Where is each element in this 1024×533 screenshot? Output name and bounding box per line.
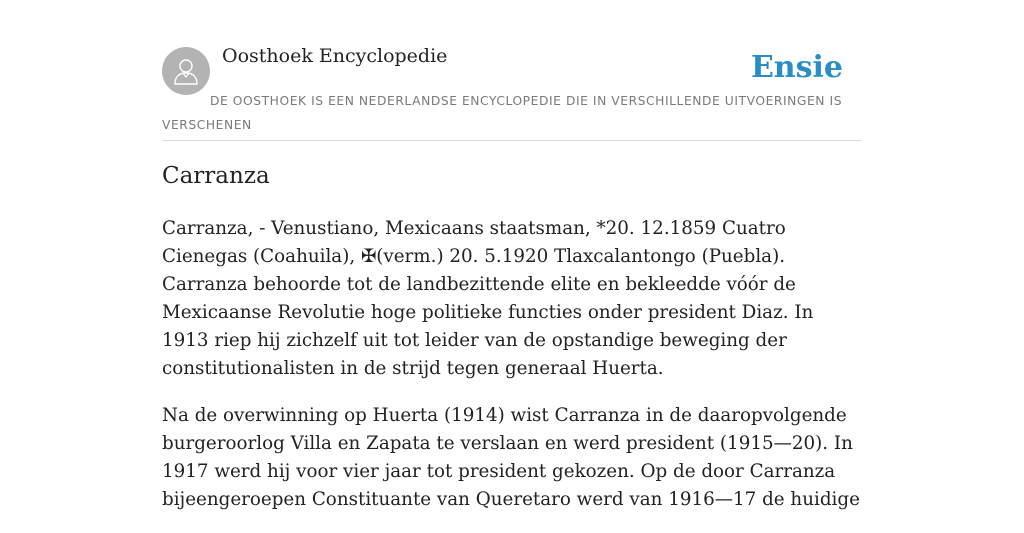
user-icon — [171, 56, 201, 86]
site-name-link[interactable]: Oosthoek Encyclopedie — [222, 45, 448, 67]
article-paragraph: Na de overwinning op Huerta (1914) wist Carranza in de daaropvolgende burgeroorlog Villa en Zapata te verslaan en werd president (1915—20). In 1917 werd hij voor vier jaar tot president gekozen. Op de door Carranza bijeengeroepen Constituante van Queretaro werd van 1916—17 de huidige — [162, 405, 860, 510]
avatar[interactable] — [162, 47, 210, 95]
site-header — [162, 0, 862, 141]
page-container — [162, 0, 862, 510]
article-paragraph: Carranza, - Venustiano, Mexicaans staatsman, *20. 12.1859 Cuatro Cienegas (Coahuila), ✠(verm.) 20. 5.1920 Tlaxcalantongo (Puebla). Carranza behoorde tot de landbezittende elite en bekleedde vóór de Mexicaanse Revolutie hoge politieke functies onder president Diaz. In 1913 riep hij zichzelf uit tot leider van de opstandige beweging der constitutionalisten in de strijd tegen generaal Huerta. — [162, 218, 814, 379]
article-title: Carranza — [162, 163, 270, 189]
article-body — [162, 215, 862, 533]
site-description: DE OOSTHOEK IS EEN NEDERLANDSE ENCYCLOPEDIE DIE IN VERSCHILLENDE UITVOERINGEN IS VERSCHENEN — [162, 94, 843, 132]
brand-logo-link[interactable]: Ensie — [750, 50, 843, 85]
